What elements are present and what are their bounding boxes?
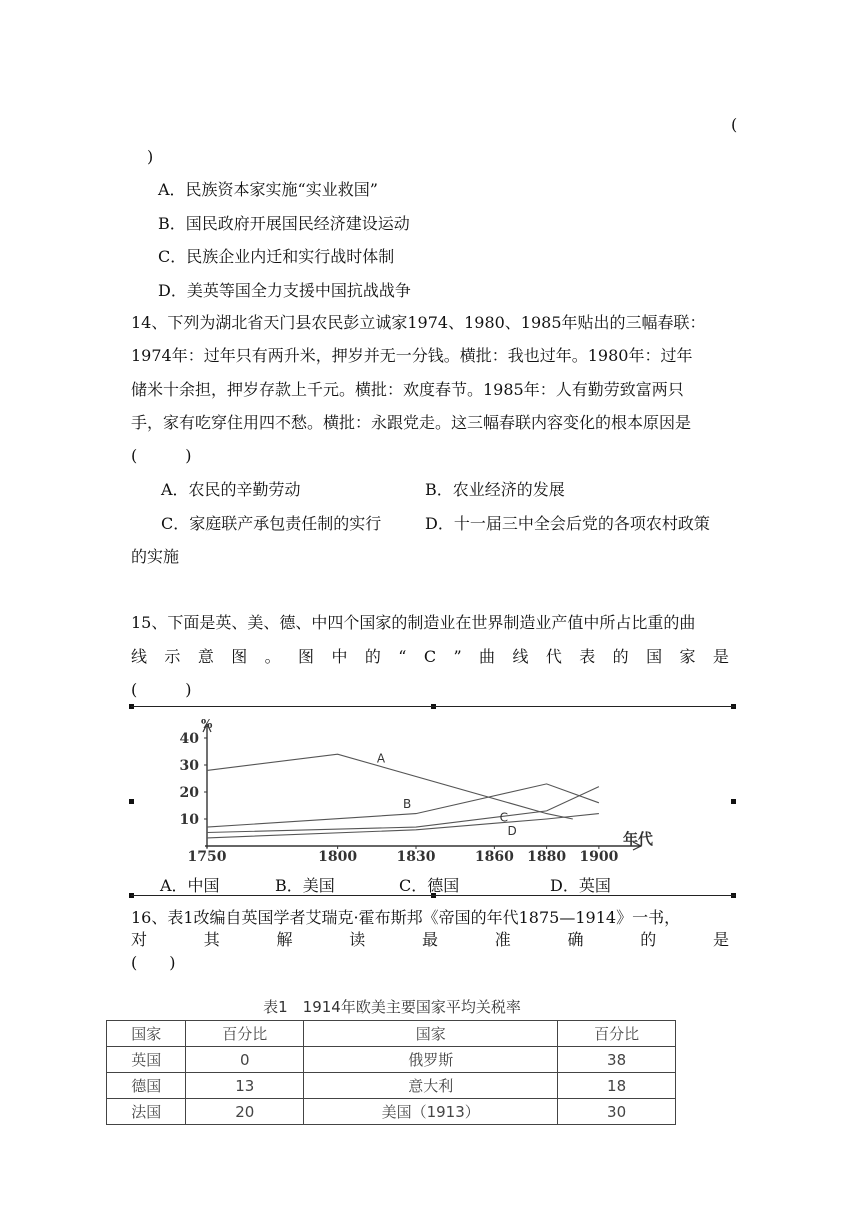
word: 意	[197, 647, 214, 666]
y-tick-label: 40	[179, 731, 199, 747]
word: 国	[646, 647, 663, 666]
word: 代	[545, 647, 562, 666]
x-tick-label: 1900	[579, 849, 619, 865]
word: 。	[264, 647, 281, 666]
q15-answer-paren: ( )	[131, 680, 192, 699]
table-cell: 法国	[107, 1099, 186, 1125]
table-row	[107, 1047, 676, 1073]
table-cell: 俄罗斯	[304, 1047, 558, 1073]
y-tick-label: 30	[179, 758, 199, 774]
table-cell: 0	[186, 1047, 304, 1073]
q13-option-d: D．美英等国全力支援中国抗战战争	[158, 281, 411, 300]
table-header-row	[107, 1021, 676, 1047]
word: 读	[349, 930, 366, 949]
table-row	[107, 1099, 676, 1125]
word: 其	[203, 930, 220, 949]
word: 家	[679, 647, 696, 666]
x-tick-label: 1880	[527, 849, 567, 865]
q13-paren-close: )	[147, 147, 154, 166]
header-cell: 百分比	[186, 1021, 304, 1047]
x-tick-label: 1750	[187, 849, 227, 865]
word: 最	[422, 930, 439, 949]
table-cell: 30	[558, 1099, 676, 1125]
table-cell: 德国	[107, 1073, 186, 1099]
table-cell: 13	[186, 1073, 304, 1099]
table-caption: 表1 1914年欧美主要国家平均关税率	[263, 998, 521, 1016]
word: 表	[579, 647, 596, 666]
word: 图	[298, 647, 315, 666]
q16-answer-paren: ( )	[131, 953, 176, 972]
word: 准	[494, 930, 511, 949]
word: 的	[640, 930, 657, 949]
q13-paren-open: (	[731, 115, 738, 134]
table-cell: 英国	[107, 1047, 186, 1073]
table-row	[107, 1073, 676, 1099]
manufacturing-share-chart	[131, 706, 735, 896]
x-tick-label: 1830	[396, 849, 436, 865]
header-cell: 百分比	[558, 1021, 676, 1047]
word: 曲	[479, 647, 496, 666]
word: 的	[612, 647, 629, 666]
series-line-d	[207, 814, 599, 838]
series-label-d: D	[507, 824, 517, 839]
x-tick-label: 1860	[474, 849, 514, 865]
word: 线	[512, 647, 529, 666]
q15-line-1: 15、下面是英、美、德、中四个国家的制造业在世界制造业产值中所占比重的曲	[131, 613, 696, 632]
q16-line-1: 16、表1改编自英国学者艾瑞克·霍布斯邦《帝国的年代1875—1914》一书，	[131, 908, 681, 927]
tariff-table-image	[104, 994, 680, 1136]
q14-option-a: A．农民的辛勤劳动	[161, 480, 301, 499]
word: 是	[712, 647, 729, 666]
y-axis-label: %	[201, 717, 213, 731]
header-cell: 国家	[107, 1021, 186, 1047]
word: 解	[276, 930, 293, 949]
x-tick-label: 1800	[318, 849, 358, 865]
y-tick-label: 20	[179, 785, 199, 801]
q15-option-d: D．英国	[550, 876, 611, 895]
word: 是	[713, 930, 730, 949]
q14-option-b: B．农业经济的发展	[425, 480, 565, 499]
table-cell: 美国（1913）	[304, 1099, 558, 1125]
q14-option-d-cont: 的实施	[131, 547, 180, 566]
q13-option-c: C．民族企业内迁和实行战时体制	[158, 247, 395, 266]
word: “	[398, 647, 407, 666]
table-cell: 38	[558, 1047, 676, 1073]
word: 线	[131, 647, 148, 666]
q14-line-2: 1974年：过年只有两升米，押岁并无一分钱。横批：我也过年。1980年：过年	[131, 346, 693, 365]
q16-line-2	[131, 930, 729, 950]
word: 的	[364, 647, 381, 666]
word: ”	[453, 647, 462, 666]
word: 示	[164, 647, 181, 666]
x-axis-label: 年代	[623, 830, 654, 848]
word: 对	[131, 930, 148, 949]
chart-frame	[131, 706, 735, 896]
y-tick-label: 10	[179, 812, 199, 828]
q13-option-b: B．国民政府开展国民经济建设运动	[158, 214, 410, 233]
tariff-table	[106, 1020, 676, 1125]
series-label-b: B	[402, 797, 412, 812]
q14-line-4: 手，家有吃穿住用四不愁。横批：永跟党走。这三幅春联内容变化的根本原因是	[131, 413, 692, 432]
series-line-a	[207, 754, 573, 819]
q15-option-c: C．德国	[399, 876, 460, 895]
word: 中	[331, 647, 348, 666]
series-label-c: C	[499, 810, 508, 825]
q14-line-1: 14、下列为湖北省天门县农民彭立诚家1974、1980、1985年贴出的三幅春联：	[131, 313, 706, 332]
word: C	[423, 647, 437, 666]
header-cell: 国家	[304, 1021, 558, 1047]
q14-answer-paren: ( )	[131, 446, 192, 465]
table-cell: 20	[186, 1099, 304, 1125]
q14-line-3: 储米十余担，押岁存款上千元。横批：欢度春节。1985年：人有勤劳致富两只	[131, 380, 684, 399]
q15-line-2	[131, 647, 729, 667]
q14-option-d: D．十一届三中全会后党的各项农村政策	[425, 514, 710, 533]
q14-option-c: C．家庭联产承包责任制的实行	[161, 514, 382, 533]
word: 图	[231, 647, 248, 666]
q15-option-b: B．美国	[275, 876, 335, 895]
table-cell: 18	[558, 1073, 676, 1099]
series-label-a: A	[376, 751, 386, 766]
table-cell: 意大利	[304, 1073, 558, 1099]
q15-option-a: A．中国	[160, 876, 220, 895]
q13-option-a: A．民族资本家实施“实业救国”	[158, 180, 378, 199]
word: 确	[567, 930, 584, 949]
